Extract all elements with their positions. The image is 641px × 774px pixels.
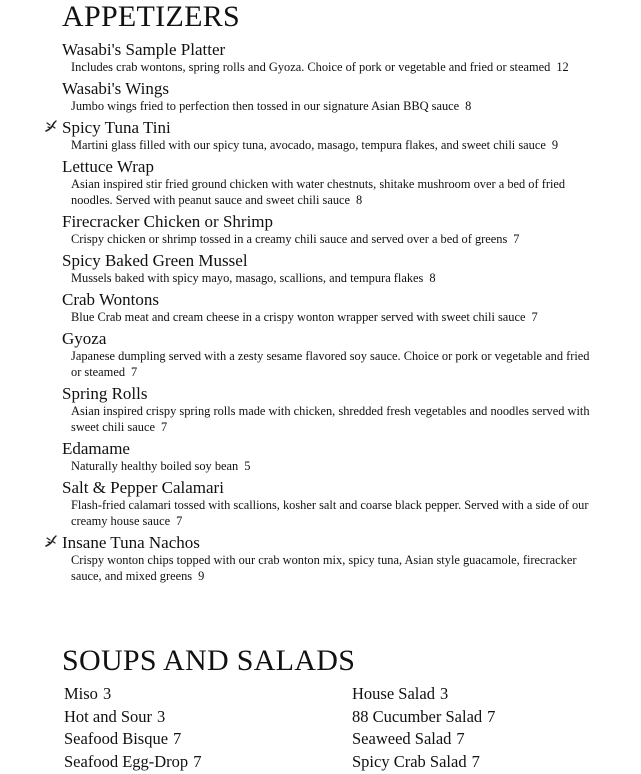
item-price: 5 [244,459,251,473]
item-price: 8 [429,271,436,285]
menu-item [62,479,602,529]
item-name: Firecracker Chicken or Shrimp [62,212,274,231]
soup-salad-item [64,706,201,729]
menu-item [62,291,602,325]
soup-salad-name: Seafood Bisque [64,729,169,748]
item-name: Wasabi's Sample Platter [62,40,226,59]
item-description [62,59,602,75]
menu-item [62,80,602,114]
item-description [62,458,602,474]
item-name: Spring Rolls [62,384,148,403]
item-description [62,98,602,114]
item-description-text: Asian inspired crispy spring rolls made with chicken, shredded fresh vegetables and noodles served with sweet chili sauce [71,404,590,434]
item-name: Insane Tuna Nachos [62,533,200,552]
item-name: Lettuce Wrap [62,157,154,176]
soup-salad-item [64,751,201,774]
appetizer-list [62,41,602,589]
soup-salad-name: Hot and Sour [64,706,152,726]
soup-salad-price: 3 [102,684,112,703]
item-description-text: Jumbo wings fried to perfection then tossed in our signature Asian BBQ sauce [71,99,460,113]
item-description-text: Includes crab wontons, spring rolls and Gyoza. Choice of pork or vegetable and fried or steamed [71,60,551,74]
item-description [62,552,602,584]
item-description [62,309,602,325]
soup-salad-price: 7 [471,751,480,771]
item-description [62,348,602,380]
item-name: Spicy Baked Green Mussel [62,251,248,270]
chili-pepper-icon [43,119,59,135]
soup-salad-name: Miso [64,684,98,703]
soup-salad-price: 7 [173,729,182,748]
soup-salad-item [352,728,495,751]
chili-pepper-icon [43,534,59,550]
menu-item [62,534,602,584]
menu-item [62,119,602,153]
soup-salad-price: 7 [487,706,496,726]
soup-salad-price: 3 [439,684,449,703]
item-price: 12 [556,60,569,74]
item-description [62,231,602,247]
menu-item [62,252,602,286]
item-description [62,176,602,208]
item-name: Crab Wontons [62,290,160,309]
item-description [62,137,602,153]
item-description [62,497,602,529]
menu-item [62,440,602,474]
soup-salad-item [64,728,201,751]
item-name: Gyoza [62,329,107,348]
soup-salad-item [352,683,495,706]
item-description-text: Mussels baked with spicy mayo, masago, scallions, and tempura flakes [71,271,424,285]
soup-salad-name: Spicy Crab Salad [352,751,467,771]
item-description-text: Naturally healthy boiled soy bean [71,459,239,473]
menu-item [62,213,602,247]
menu-item [62,385,602,435]
item-price: 8 [356,193,363,207]
salads-column [352,683,495,773]
menu-item [62,330,602,380]
soups-salads-heading: SOUPS AND SALADS [62,644,356,677]
soups-column [64,683,201,773]
appetizers-heading: APPETIZERS [62,0,241,33]
item-price: 7 [513,232,520,246]
soup-salad-name: Seafood Egg-Drop [64,751,189,771]
item-name: Spicy Tuna Tini [62,118,171,137]
item-description-text: Japanese dumpling served with a zesty sesame flavored soy sauce. Choice or pork or vegetable and fried or steamed [71,349,590,379]
item-description-text: Martini glass filled with our spicy tuna, avocado, masago, tempura flakes, and sweet chili sauce [71,138,546,152]
soup-salad-item [352,751,495,774]
menu-item [62,41,602,75]
item-name: Salt & Pepper Calamari [62,478,224,497]
item-price: 7 [131,365,138,379]
soup-salad-item [352,706,495,729]
item-description [62,270,602,286]
item-name: Wasabi's Wings [62,79,169,98]
item-price: 7 [176,514,183,528]
item-price: 9 [551,138,559,152]
item-description-text: Crispy chicken or shrimp tossed in a creamy chili sauce and served over a bed of greens [71,232,508,246]
item-description [62,403,602,435]
soup-salad-price: 3 [157,706,166,726]
soup-salad-price: 7 [193,751,202,771]
item-price: 7 [160,420,168,434]
soup-salad-price: 7 [456,729,465,748]
item-price: 9 [198,569,205,583]
soup-salad-name: 88 Cucumber Salad [352,706,483,726]
item-description-text: Flash-fried calamari tossed with scallions, kosher salt and coarse black pepper. Served with a side of our creamy house sauce [71,498,589,528]
soup-salad-item [64,683,201,706]
item-price: 7 [531,310,538,324]
soup-salad-name: House Salad [352,684,435,703]
soup-salad-name: Seaweed Salad [352,729,452,748]
item-description-text: Blue Crab meat and cream cheese in a crispy wonton wrapper served with sweet chili sauce [71,310,526,324]
menu-item [62,158,602,208]
item-description-text: Asian inspired stir fried ground chicken with water chestnuts, shitake mushroom over a bed of fried noodles. Served with peanut sauce and sweet chili sauce [71,177,566,207]
item-price: 8 [465,99,472,113]
item-name: Edamame [62,439,130,458]
item-description-text: Crispy wonton chips topped with our crab wonton mix, spicy tuna, Asian style guacamole, firecracker sauce, and mixed greens [71,553,577,583]
